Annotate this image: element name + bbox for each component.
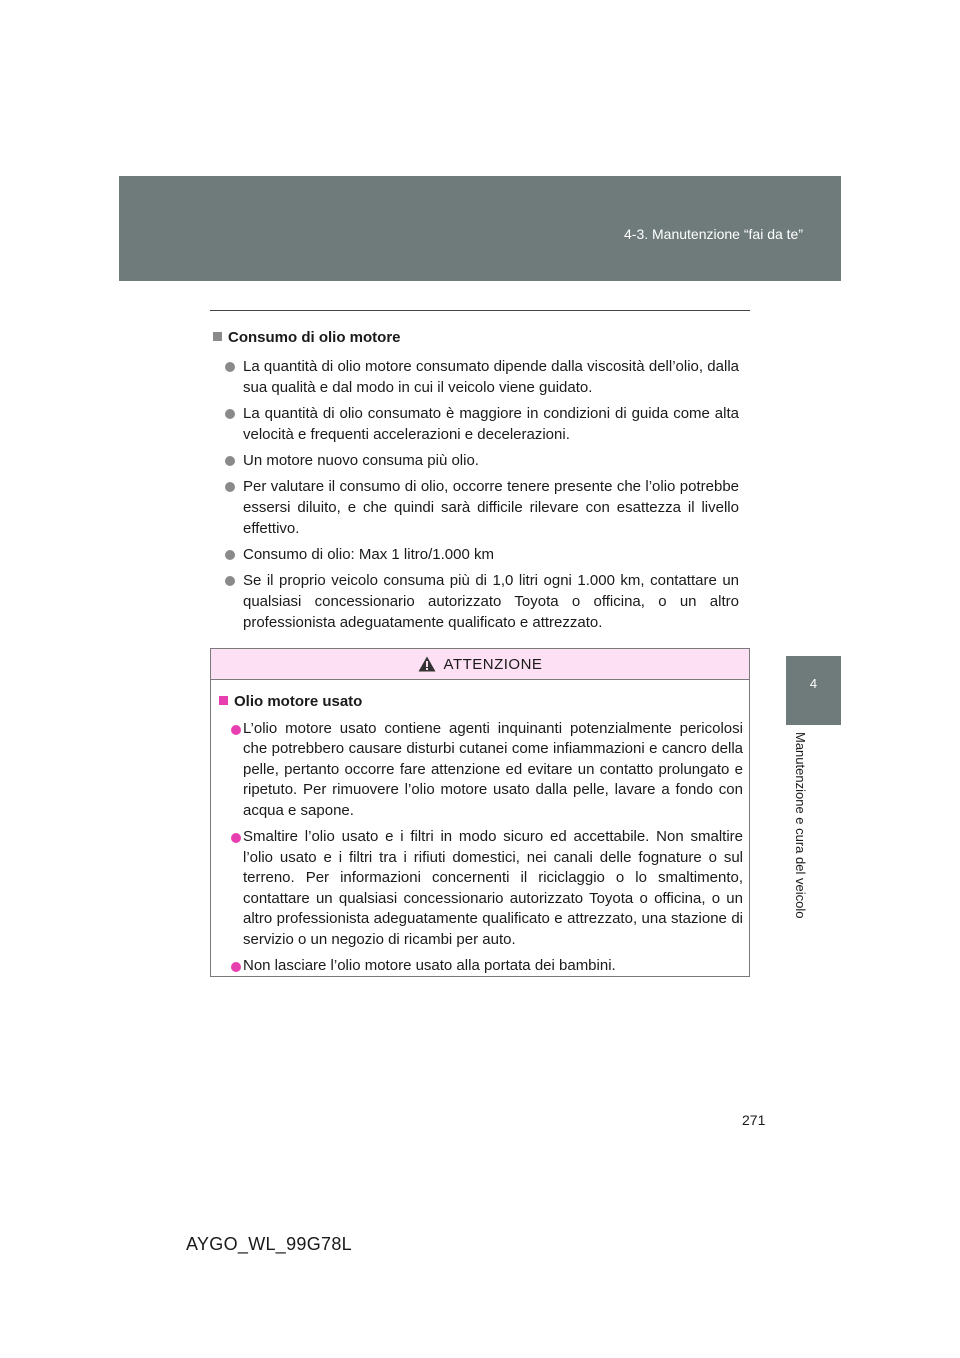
header-band	[119, 176, 841, 281]
bullet-icon	[225, 362, 235, 372]
bullet-icon	[225, 576, 235, 586]
chapter-title-vertical	[790, 732, 810, 942]
page-number: 271	[742, 1112, 766, 1128]
warning-title: Olio motore usato	[234, 693, 363, 710]
square-bullet-icon	[219, 696, 228, 705]
list-item: Un motore nuovo consuma più olio.	[213, 450, 739, 471]
chapter-tab	[786, 656, 841, 725]
square-bullet-icon	[213, 332, 222, 341]
warning-heading: ATTENZIONE	[443, 655, 543, 673]
warning-body	[211, 680, 749, 977]
chapter-number: 4	[809, 676, 818, 691]
list-item: Smaltire l’olio usato e i filtri in modo sicuro ed accettabile. Non smaltire l’olio usato e i filtri tra i rifiuti domestici, nei canali delle fognature o sul terreno. Per informazioni concernenti il riciclaggio o lo smaltimento, contattare un qualsiasi concessionario autorizzato Toyota o officina, o un altro professionista adeguatamente qualificato e attrezzato, una stazione di servizio o un negozio di ricambi per auto.	[219, 827, 743, 950]
list-item: Non lasciare l’olio motore usato alla portata dei bambini.	[219, 956, 743, 977]
list-item: Per valutare il consumo di olio, occorre tenere presente che l’olio potrebbe essersi diluito, e che quindi sarà difficile rilevare con esattezza il livello effettivo.	[213, 476, 739, 539]
list-item: La quantità di olio consumato è maggiore in condizioni di guida come alta velocità e frequenti accelerazioni e decelerazioni.	[213, 403, 739, 445]
bullet-icon	[231, 833, 241, 843]
list-item: L’olio motore usato contiene agenti inquinanti potenzialmente pericolosi che potrebbero causare disturbi cutanei come infiammazioni e cancro della pelle, pertanto occorre fare attenzione ed evitare un contatto prolungato e ripetuto. Per rimuovere l’olio motore usato dalla pelle, lavare a fondo con acqua e sapone.	[219, 719, 743, 822]
section-reference: 4-3. Manutenzione “fai da te”	[624, 226, 803, 242]
list-item: Se il proprio veicolo consuma più di 1,0 litri ogni 1.000 km, contattare un qualsiasi concessionario autorizzato Toyota o officina, o un altro professionista adeguatamente qualificato e attrezzato.	[213, 570, 739, 633]
bullet-icon	[231, 962, 241, 972]
warning-header	[211, 649, 749, 680]
oil-consumption-heading	[213, 327, 739, 348]
warning-box	[210, 648, 750, 977]
bullet-icon	[231, 725, 241, 735]
list-item: La quantità di olio motore consumato dipende dalla viscosità dell’olio, dalla sua qualità e dal modo in cui il veicolo viene guidato.	[213, 356, 739, 398]
document-code: AYGO_WL_99G78L	[186, 1234, 352, 1254]
bullet-icon	[225, 409, 235, 419]
list-item: Consumo di olio: Max 1 litro/1.000 km	[213, 544, 739, 565]
chapter-title: Manutenzione e cura del veicolo	[793, 732, 808, 919]
warning-triangle-icon	[418, 656, 436, 672]
bullet-icon	[225, 456, 235, 466]
warning-title-row	[219, 692, 743, 713]
section-divider	[210, 310, 750, 311]
oil-consumption-title: Consumo di olio motore	[228, 329, 401, 346]
bullet-icon	[225, 550, 235, 560]
oil-consumption-section	[213, 327, 739, 638]
bullet-icon	[225, 482, 235, 492]
